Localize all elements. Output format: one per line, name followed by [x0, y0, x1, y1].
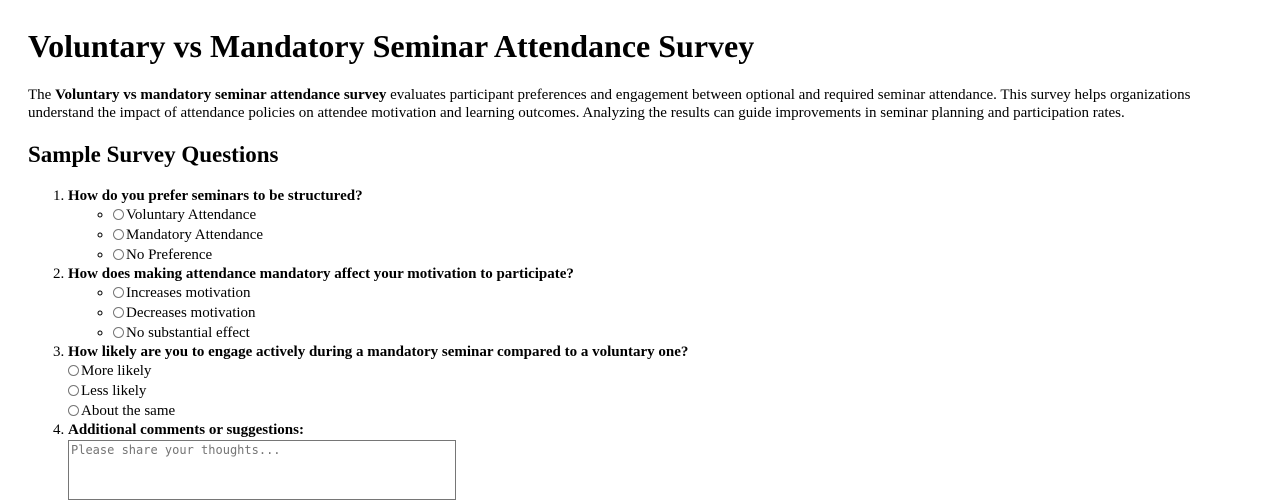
- option-label[interactable]: More likely: [81, 363, 152, 379]
- radio-voluntary-attendance[interactable]: [113, 209, 124, 220]
- option-item: [68, 381, 1258, 401]
- option-item: [113, 303, 1258, 323]
- radio-more-likely[interactable]: [68, 365, 79, 376]
- question-2-options: [68, 283, 1258, 343]
- question-1: [68, 187, 1258, 265]
- question-1-text: How do you prefer seminars to be structured?: [68, 188, 363, 204]
- intro-paragraph: [28, 86, 1258, 122]
- comments-textarea[interactable]: [68, 440, 456, 500]
- option-item: [113, 245, 1258, 265]
- option-label[interactable]: No Preference: [126, 247, 213, 263]
- option-label[interactable]: Voluntary Attendance: [126, 207, 257, 223]
- intro-prefix: The: [28, 87, 56, 103]
- intro-survey-name: Voluntary vs mandatory seminar attendance survey: [55, 87, 387, 103]
- question-1-options: [68, 205, 1258, 265]
- question-3: [68, 343, 1258, 421]
- radio-about-the-same[interactable]: [68, 405, 79, 416]
- question-2: [68, 265, 1258, 343]
- radio-no-substantial-effect[interactable]: [113, 327, 124, 338]
- radio-no-preference[interactable]: [113, 249, 124, 260]
- question-3-options: [68, 361, 1258, 421]
- radio-increases-motivation[interactable]: [113, 287, 124, 298]
- intro-description: evaluates participant preferences and engagement between optional and required seminar attendance. This survey helps organizations understand the impact of attendance policies on attendee motivation and learning outcomes. Analyzing the results can guide improvements in seminar planning and participation rates.: [28, 87, 1191, 121]
- question-4-text: Additional comments or suggestions:: [68, 422, 304, 438]
- option-item: [113, 283, 1258, 303]
- survey-page: [28, 0, 1258, 500]
- option-label[interactable]: Less likely: [81, 383, 147, 399]
- option-item: [113, 323, 1258, 343]
- radio-decreases-motivation[interactable]: [113, 307, 124, 318]
- option-label[interactable]: About the same: [81, 403, 176, 419]
- option-item: [68, 401, 1258, 421]
- option-label[interactable]: No substantial effect: [126, 325, 250, 341]
- radio-mandatory-attendance[interactable]: [113, 229, 124, 240]
- question-3-text: How likely are you to engage actively during a mandatory seminar compared to a voluntary one?: [68, 344, 689, 360]
- radio-less-likely[interactable]: [68, 385, 79, 396]
- question-4: [68, 421, 1258, 500]
- option-label[interactable]: Mandatory Attendance: [126, 227, 264, 243]
- question-2-text: How does making attendance mandatory affect your motivation to participate?: [68, 266, 574, 282]
- option-item: [113, 205, 1258, 225]
- option-label[interactable]: Decreases motivation: [126, 305, 256, 321]
- option-item: [68, 361, 1258, 381]
- option-item: [113, 225, 1258, 245]
- question-list: [28, 187, 1258, 500]
- section-heading: Sample Survey Questions: [28, 142, 279, 167]
- option-label[interactable]: Increases motivation: [126, 285, 251, 301]
- page-title: Voluntary vs Mandatory Seminar Attendance Survey: [28, 28, 755, 64]
